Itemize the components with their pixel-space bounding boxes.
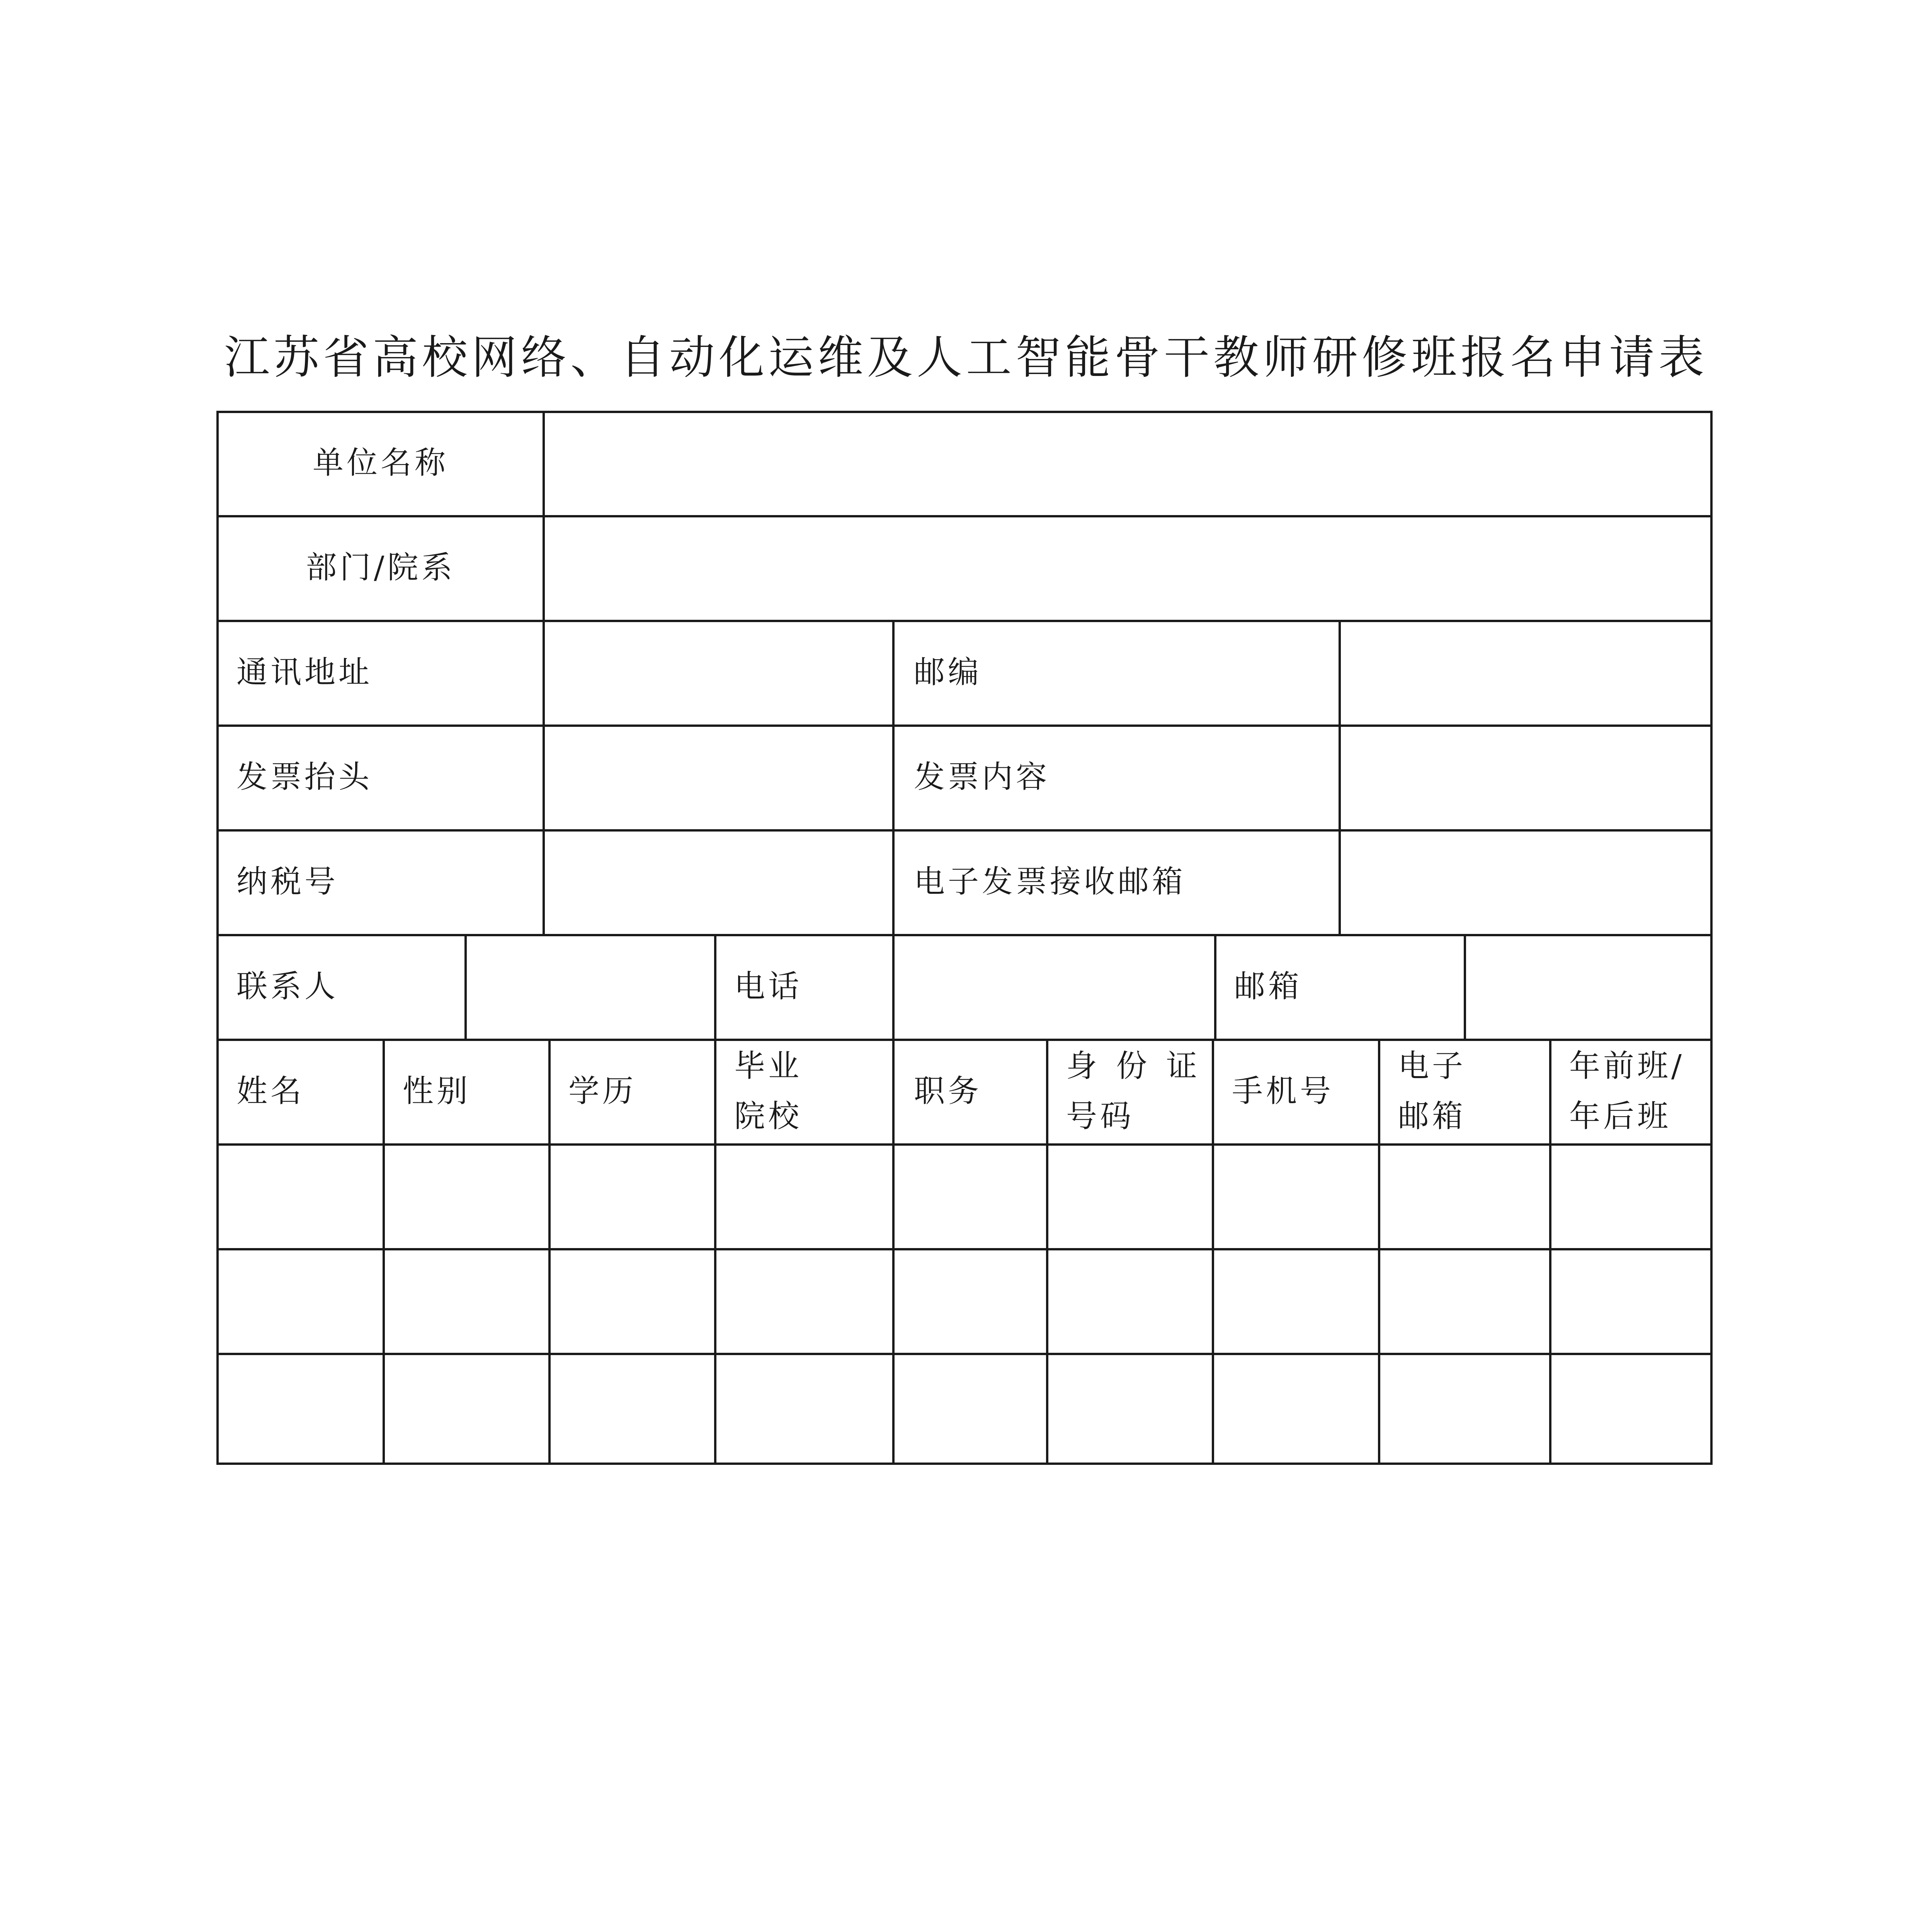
participant-row-2-position-cell[interactable] bbox=[895, 1250, 1046, 1353]
column-header-name: 姓名 bbox=[236, 1073, 304, 1109]
participant-row-2-gender-cell[interactable] bbox=[385, 1250, 548, 1353]
column-header-id-number-line2: 号码 bbox=[1066, 1098, 1134, 1134]
column-header-session: 年前班/ bbox=[1569, 1048, 1685, 1084]
column-header-session-line2: 年后班 bbox=[1569, 1098, 1671, 1134]
column-header-id-number: 身 份 证 bbox=[1066, 1048, 1202, 1084]
participant-row-3-gender-cell[interactable] bbox=[385, 1355, 548, 1463]
column-header-education: 学历 bbox=[568, 1073, 636, 1109]
participant-row-3-name-cell[interactable] bbox=[219, 1355, 383, 1463]
col-divider bbox=[892, 620, 895, 934]
column-header-school-line2: 院校 bbox=[734, 1098, 802, 1134]
participant-row-3-email-cell[interactable] bbox=[1380, 1355, 1549, 1463]
table-border-bottom bbox=[216, 1463, 1713, 1465]
postcode-label: 邮编 bbox=[914, 654, 982, 690]
e-invoice-email-label: 电子发票接收邮箱 bbox=[914, 864, 1186, 900]
email-label: 邮箱 bbox=[1234, 968, 1302, 1004]
column-header-mobile: 手机号 bbox=[1232, 1073, 1334, 1109]
col-divider bbox=[714, 934, 716, 1039]
col-divider bbox=[1214, 934, 1216, 1039]
participant-row-1-mobile-cell[interactable] bbox=[1214, 1146, 1378, 1248]
unit-name-label: 单位名称 bbox=[313, 445, 449, 481]
invoice-content-label: 发票内容 bbox=[914, 759, 1050, 795]
column-header-position: 职务 bbox=[914, 1073, 982, 1109]
row-divider bbox=[216, 1039, 1713, 1041]
invoice-content-field[interactable] bbox=[1341, 727, 1710, 829]
phone-label: 电话 bbox=[734, 968, 802, 1004]
tax-id-field[interactable] bbox=[545, 832, 892, 934]
participant-row-2-school-cell[interactable] bbox=[716, 1250, 892, 1353]
unit-name-field[interactable] bbox=[545, 413, 1710, 515]
department-label: 部门/院系 bbox=[306, 549, 456, 585]
participant-row-1-position-cell[interactable] bbox=[895, 1146, 1046, 1248]
column-header-school: 毕业 bbox=[734, 1048, 802, 1084]
participant-row-3-position-cell[interactable] bbox=[895, 1355, 1046, 1463]
participant-row-3-session-cell[interactable] bbox=[1551, 1355, 1710, 1463]
postcode-field[interactable] bbox=[1341, 622, 1710, 724]
participant-row-1-id-number-cell[interactable] bbox=[1048, 1146, 1212, 1248]
contact-field[interactable] bbox=[467, 936, 714, 1039]
participant-row-2-session-cell[interactable] bbox=[1551, 1250, 1710, 1353]
tax-id-label: 纳税号 bbox=[236, 864, 338, 900]
e-invoice-email-field[interactable] bbox=[1341, 832, 1710, 934]
participant-row-1-name-cell[interactable] bbox=[219, 1146, 383, 1248]
participant-row-3-school-cell[interactable] bbox=[716, 1355, 892, 1463]
participant-row-2-id-number-cell[interactable] bbox=[1048, 1250, 1212, 1353]
participant-row-1-education-cell[interactable] bbox=[551, 1146, 714, 1248]
participant-row-2-education-cell[interactable] bbox=[551, 1250, 714, 1353]
email-field[interactable] bbox=[1466, 936, 1710, 1039]
participant-row-3-education-cell[interactable] bbox=[551, 1355, 714, 1463]
participant-row-2-name-cell[interactable] bbox=[219, 1250, 383, 1353]
department-field[interactable] bbox=[545, 517, 1710, 620]
participant-row-1-school-cell[interactable] bbox=[716, 1146, 892, 1248]
address-field[interactable] bbox=[545, 622, 892, 724]
table-border-right bbox=[1710, 411, 1713, 1465]
invoice-title-field[interactable] bbox=[545, 727, 892, 829]
form-title: 江苏省高校网络、自动化运维及人工智能骨干教师研修班报名申请表 bbox=[224, 331, 1708, 384]
column-header-email-line2: 邮箱 bbox=[1398, 1098, 1466, 1134]
participant-row-2-mobile-cell[interactable] bbox=[1214, 1250, 1378, 1353]
participant-row-1-gender-cell[interactable] bbox=[385, 1146, 548, 1248]
participant-row-3-id-number-cell[interactable] bbox=[1048, 1355, 1212, 1463]
registration-form-table bbox=[216, 411, 1713, 1465]
participant-row-3-mobile-cell[interactable] bbox=[1214, 1355, 1378, 1463]
participant-row-1-email-cell[interactable] bbox=[1380, 1146, 1549, 1248]
participant-row-1-session-cell[interactable] bbox=[1551, 1146, 1710, 1248]
contact-label: 联系人 bbox=[236, 968, 338, 1004]
phone-field[interactable] bbox=[895, 936, 1214, 1039]
address-label: 通讯地址 bbox=[236, 654, 373, 690]
invoice-title-label: 发票抬头 bbox=[236, 759, 373, 795]
column-header-gender: 性别 bbox=[403, 1073, 471, 1109]
participant-row-2-email-cell[interactable] bbox=[1380, 1250, 1549, 1353]
column-header-email: 电子 bbox=[1398, 1048, 1466, 1084]
